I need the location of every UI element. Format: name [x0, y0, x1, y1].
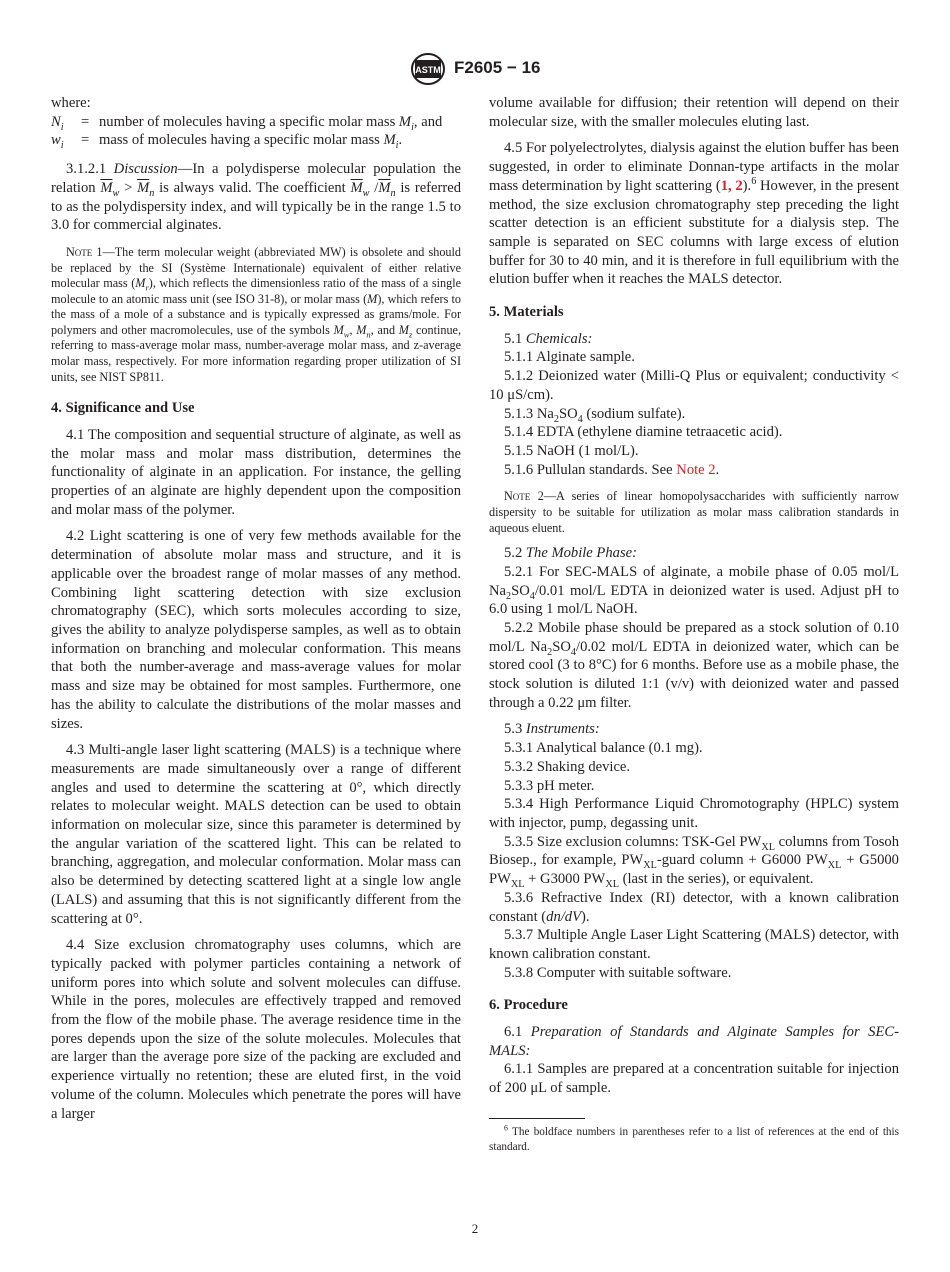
- paragraph-4-4-continued: volume available for diffusion; their retention will depend on their molecular size, with the smaller molecules eluting last.: [489, 95, 899, 130]
- paragraph-5-3-8: 5.3.8 Computer with suitable software.: [504, 964, 732, 981]
- definition-ni: $N_i$ = number of molecules having a specific molar mass $M_i$, and: [51, 113, 443, 133]
- paragraph-5-3: 5.3 Instruments:: [504, 721, 600, 738]
- paragraph-5-3-3: 5.3.3 pH meter.: [504, 777, 595, 794]
- paragraph-4-1: 4.1 The composition and sequential structure of alginate, as well as the molar mass and molar mass distribution, determines the functionality of alginate in an application. For instance, the gelling properties of an alginate are highly dependent upon the composition and molar mass of the polymer.: [51, 426, 461, 518]
- where-label: where:: [51, 95, 91, 111]
- paragraph-5-3-2: 5.3.2 Shaking device.: [504, 758, 631, 775]
- footnote-6: $^6$ The boldface numbers in parentheses refer to a list of references at the end of this standard.: [489, 1123, 899, 1153]
- paragraph-5-3-7: 5.3.7 Multiple Angle Laser Light Scattering (MALS) detector, with known calibration constant.: [489, 927, 899, 962]
- definition-wi: $w_i$ = mass of molecules having a specific molar mass $M_i$.: [51, 132, 403, 152]
- right-column: [489, 94, 899, 1155]
- paragraph-5-3-4: 5.3.4 High Performance Liquid Chromotography (HPLC) system with injector, pump, degassing unit.: [489, 796, 899, 831]
- section-heading-6: 6. Procedure: [489, 997, 568, 1014]
- astm-logo-icon: [410, 52, 446, 86]
- paragraph-6-1-1: 6.1.1 Samples are prepared at a concentration suitable for injection of 200 μL of sample.: [489, 1061, 899, 1097]
- paragraph-5-1-2: 5.1.2 Deionized water (Milli-Q Plus or equivalent; conductivity < 10 μS/cm).: [489, 368, 899, 403]
- paragraph-5-2-1: 5.2.1 For SEC-MALS of alginate, a mobile phase of 0.05 mol/L $Na_2SO_4/0.01$ mol/L EDTA in deionized water is used. Adjust pH to 6.0 using 1 mol/L NaOH.: [489, 563, 899, 618]
- left-column: [51, 94, 461, 1123]
- paragraph-4-3: 4.3 Multi-angle laser light scattering (MALS) is a technique where measurements are made simultaneously over a range of different angles and used to determine the scattering at 0°, which directly relates to molecular weight. MALS detection can be used to obtain information on molecular size, since this parameter is determined by the angular variation of the scattered light. This can be related to branching, aggregation, and molecular conformation. Molar mass can also be determined by detecting scattered light at a single low angle (LALS) and assuming that this is not significantly different from the scattering at 0°.: [51, 742, 461, 927]
- svg-text:ASTM: ASTM: [415, 65, 441, 75]
- reference-link[interactable]: 1, 2: [720, 177, 743, 194]
- paragraph-5-2-2: 5.2.2 Mobile phase should be prepared as a stock solution of 0.10 mol/L $Na_2SO_4/0.02$ mol/L EDTA in deionized water, which can be stored cool (3 to 8°C) for 6 months. Before use as a mobile phase, the stock solution is diluted 1:1 (v/v) with deionized water and passed through a 0.22 μm filter.: [489, 619, 899, 711]
- paragraph-4-4: 4.4 Size exclusion chromatography uses columns, which are typically packed with polymer particles containing a network of uniform pores into which solute and solvent molecules can diffuse. While in the pores, molecules are effectively trapped and removed from the flow of the mobile phase. The average residence time in the pores depends upon the size of the solute molecules. Molecules that are larger than the average pore size of the packing are excluded and experience virtually no retention; these are eluted first, in the void volume of the column. Molecules which penetrate the pores will have a larger: [51, 937, 461, 1122]
- paragraph-3-1-2-1: 3.1.2.1 Discussion—In a polydisperse molecular population the relation $\overline{M}_w > \overline{M}_n$ is always valid. The coefficient $\overline{M}_w$ $/\overline{M}_n$ is referred to as the polydispersity index, and will typically be in the range 1.5 to 3.0 for commercial alginates.: [51, 161, 461, 234]
- paragraph-4-5: 4.5 For polyelectrolytes, dialysis against the elution buffer has been suggested, in order to eliminate Donnan-type artifacts in the molar mass determination by light scattering (1, 2).$^6$ However, in the present method, the size exclusion chromatography step preceding the light scatter detection is an efficient substitute for a dialysis step. The sample is separated on SEC columns with large excess of elution buffer for 30 to 40 min, and it is therefore in full equilibrium with the elution buffer when it reaches the MALS detector.: [489, 140, 900, 288]
- section-heading-4: 4. Significance and Use: [51, 400, 195, 417]
- note-1: Note 1—The term molecular weight (abbreviated MW) is obsolete and should be replaced by the SI (Système Internationale) equivalent of either relative molecular mass $(M_r)$, which reflects the dimensionless ratio of the mass of a single molecule to an atomic mass unit (see ISO 31-8), or molar mass (M), which refers to the mass of a mole of a substance and is typically expressed as grams/mole. For polymers and other macromolecules, use of the symbols $M_w$, $M_n$, and $M_z$ continue, referring to mass-average molar mass, number-average molar mass, and z-average molar mass, respectively. For more information regarding proper utilization of SI units, see NIST SP811.: [51, 244, 462, 384]
- definition-list: [51, 113, 461, 150]
- paragraph-5-3-1: 5.3.1 Analytical balance (0.1 mg).: [504, 740, 703, 757]
- note-2-link[interactable]: Note 2: [676, 461, 716, 478]
- note-2: Note 2—A series of linear homopolysaccharides with sufficiently narrow dispersity to be suitable for utilization as molar mass calibration standards in aqueous eluent.: [489, 489, 899, 535]
- paragraph-5-1-5: 5.1.5 NaOH (1 mol/L).: [504, 442, 639, 459]
- paragraph-4-2: 4.2 Light scattering is one of very few methods available for the determination of absolute molar mass and structure, and it is applicable over the broadest range of molar masses of any method. Combining light scattering detection with size exclusion chromatography (SEC), which sorts molecules according to size, gives the ability to analyze polydisperse samples, as well as to obtain information on branching and molecular conformation. This means that both the number-average and mass-average values for molar mass and size may be obtained for most samples. Furthermore, one has the ability to calculate the distributions of the molar masses and sizes.: [51, 528, 461, 732]
- paragraph-5-1-6: 5.1.6 Pullulan standards. See Note 2.: [504, 461, 720, 478]
- page-header: [0, 52, 950, 88]
- paragraph-5-3-5: 5.3.5 Size exclusion columns: TSK-Gel $PW_{XL}$ columns from Tosoh Biosep., for example, $PW_{XL}$-guard column + G6000 $PW_{XL} + G5000$ $PW_{XL} + G3000$ $PW_{XL}$ (last in the series), or equivalent.: [489, 833, 900, 890]
- page-number: 2: [471, 1221, 479, 1236]
- paragraph-5-2: 5.2 The Mobile Phase:: [504, 545, 637, 562]
- paragraph-6-1: 6.1 Preparation of Standards and Alginate Samples for SEC-MALS:: [489, 1024, 899, 1059]
- paragraph-5-1: 5.1 Chemicals:: [504, 330, 593, 347]
- paragraph-5-3-6: 5.3.6 Refractive Index (RI) detector, with a known calibration constant (dn/dV).: [489, 889, 899, 925]
- footnote-divider: [489, 1118, 585, 1119]
- paragraph-5-1-1: 5.1.1 Alginate sample.: [504, 349, 635, 366]
- document-id: F2605 − 16: [454, 58, 541, 77]
- paragraph-5-1-4: 5.1.4 EDTA (ethylene diamine tetraacetic acid).: [504, 424, 783, 441]
- paragraph-5-1-3: 5.1.3 $Na_2SO_4$ (sodium sulfate).: [504, 405, 686, 425]
- section-heading-5: 5. Materials: [489, 304, 564, 321]
